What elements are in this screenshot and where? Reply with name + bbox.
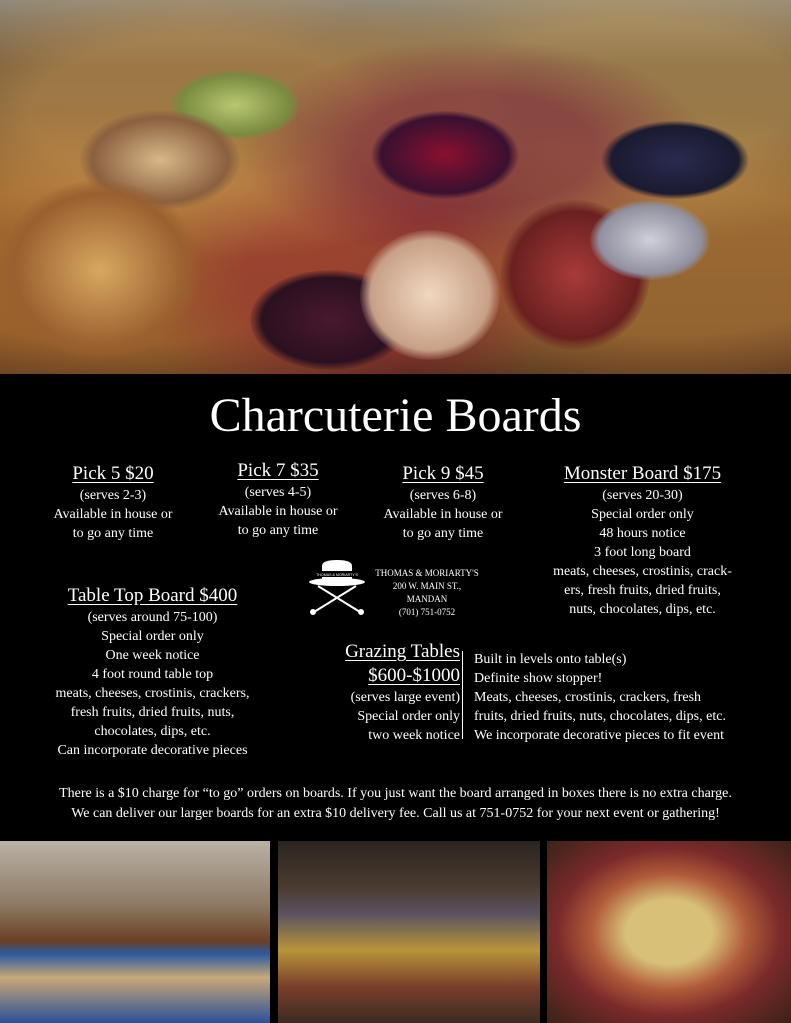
- board-line: (serves around 75-100): [87, 610, 218, 625]
- board-line: 48 hours notice: [599, 526, 686, 541]
- board-heading: Pick 7 $35: [237, 460, 319, 481]
- board-line: 4 foot round table top: [91, 667, 214, 682]
- board-line: to go any time: [237, 523, 319, 538]
- board-line: 3 foot long board: [594, 545, 691, 560]
- grazing-detail-line: Definite show stopper!: [474, 671, 603, 686]
- grazing-price: $600-$1000: [368, 665, 460, 686]
- board-table-top: [30, 584, 275, 760]
- footer-line: There is a $10 charge for “to go” orders on boards. If you just want the board arranged in boxes there is no extra charge.: [59, 786, 732, 801]
- board-line: Special order only: [591, 507, 694, 522]
- logo-banner-text: THOMAS & MORIARTY'S: [316, 573, 358, 577]
- hero-charcuterie-photo: [0, 0, 791, 374]
- board-heading: Monster Board $175: [563, 463, 722, 484]
- grazing-table-photo-2: [278, 841, 540, 1023]
- board-line: Special order only: [101, 629, 204, 644]
- grazing-detail-line: Built in levels onto table(s): [474, 652, 627, 667]
- board-monster: [530, 462, 755, 619]
- board-line: fresh fruits, dried fruits, nuts,: [70, 705, 235, 720]
- board-heading: Pick 5 $20: [72, 463, 154, 484]
- grazing-line: Special order only: [357, 709, 460, 724]
- board-line: Can incorporate decorative pieces: [57, 743, 248, 758]
- grazing-line: two week notice: [368, 728, 460, 743]
- address-name: THOMAS & MORIARTY'S: [375, 568, 479, 578]
- grazing-line: (serves large event): [350, 690, 460, 705]
- grazing-table-photo-3: [547, 841, 791, 1023]
- board-pick-9: [378, 462, 508, 543]
- grazing-detail-line: Meats, cheeses, crostinis, crackers, fresh: [474, 690, 702, 705]
- board-line: ers, fresh fruits, dried fruits,: [564, 583, 721, 598]
- board-pick-5: [48, 462, 178, 543]
- board-line: to go any time: [72, 526, 154, 541]
- board-heading: Table Top Board $400: [67, 585, 238, 606]
- board-line: meats, cheeses, crostinis, crackers,: [55, 686, 250, 701]
- address-phone: (701) 751-0752: [398, 607, 456, 617]
- board-line: (serves 2-3): [79, 488, 147, 503]
- board-heading: Pick 9 $45: [402, 463, 484, 484]
- board-line: (serves 20-30): [602, 488, 683, 503]
- page-title: Charcuterie Boards: [209, 389, 582, 442]
- board-line: nuts, chocolates, dips, etc.: [569, 602, 716, 617]
- footer-line: We can deliver our larger boards for an extra $10 delivery fee. Call us at 751-0752 for your next event or gathering!: [71, 806, 720, 821]
- footer-note: [0, 784, 791, 824]
- board-line: Available in house or: [218, 504, 338, 519]
- board-line: Available in house or: [53, 507, 173, 522]
- restaurant-logo: [304, 556, 370, 616]
- address-street: 200 W. MAIN ST., MANDAN: [392, 581, 462, 604]
- grazing-detail-line: We incorporate decorative pieces to fit event: [474, 728, 724, 743]
- address-block: [372, 567, 482, 619]
- grazing-divider: [462, 651, 463, 739]
- board-line: (serves 6-8): [409, 488, 477, 503]
- board-pick-7: [213, 459, 343, 540]
- grazing-heading: Grazing Tables: [345, 641, 460, 662]
- board-line: (serves 4-5): [244, 485, 312, 500]
- board-line: One week notice: [105, 648, 200, 663]
- board-line: to go any time: [402, 526, 484, 541]
- board-line: meats, cheeses, crostinis, crack-: [553, 564, 732, 579]
- grazing-table-photo-1: [0, 841, 270, 1023]
- grazing-detail-line: fruits, dried fruits, nuts, chocolates, dips, etc.: [474, 709, 726, 724]
- grazing-tables-details: [474, 650, 774, 745]
- board-line: Available in house or: [383, 507, 503, 522]
- grazing-tables-summary: [320, 640, 460, 745]
- board-line: chocolates, dips, etc.: [94, 724, 211, 739]
